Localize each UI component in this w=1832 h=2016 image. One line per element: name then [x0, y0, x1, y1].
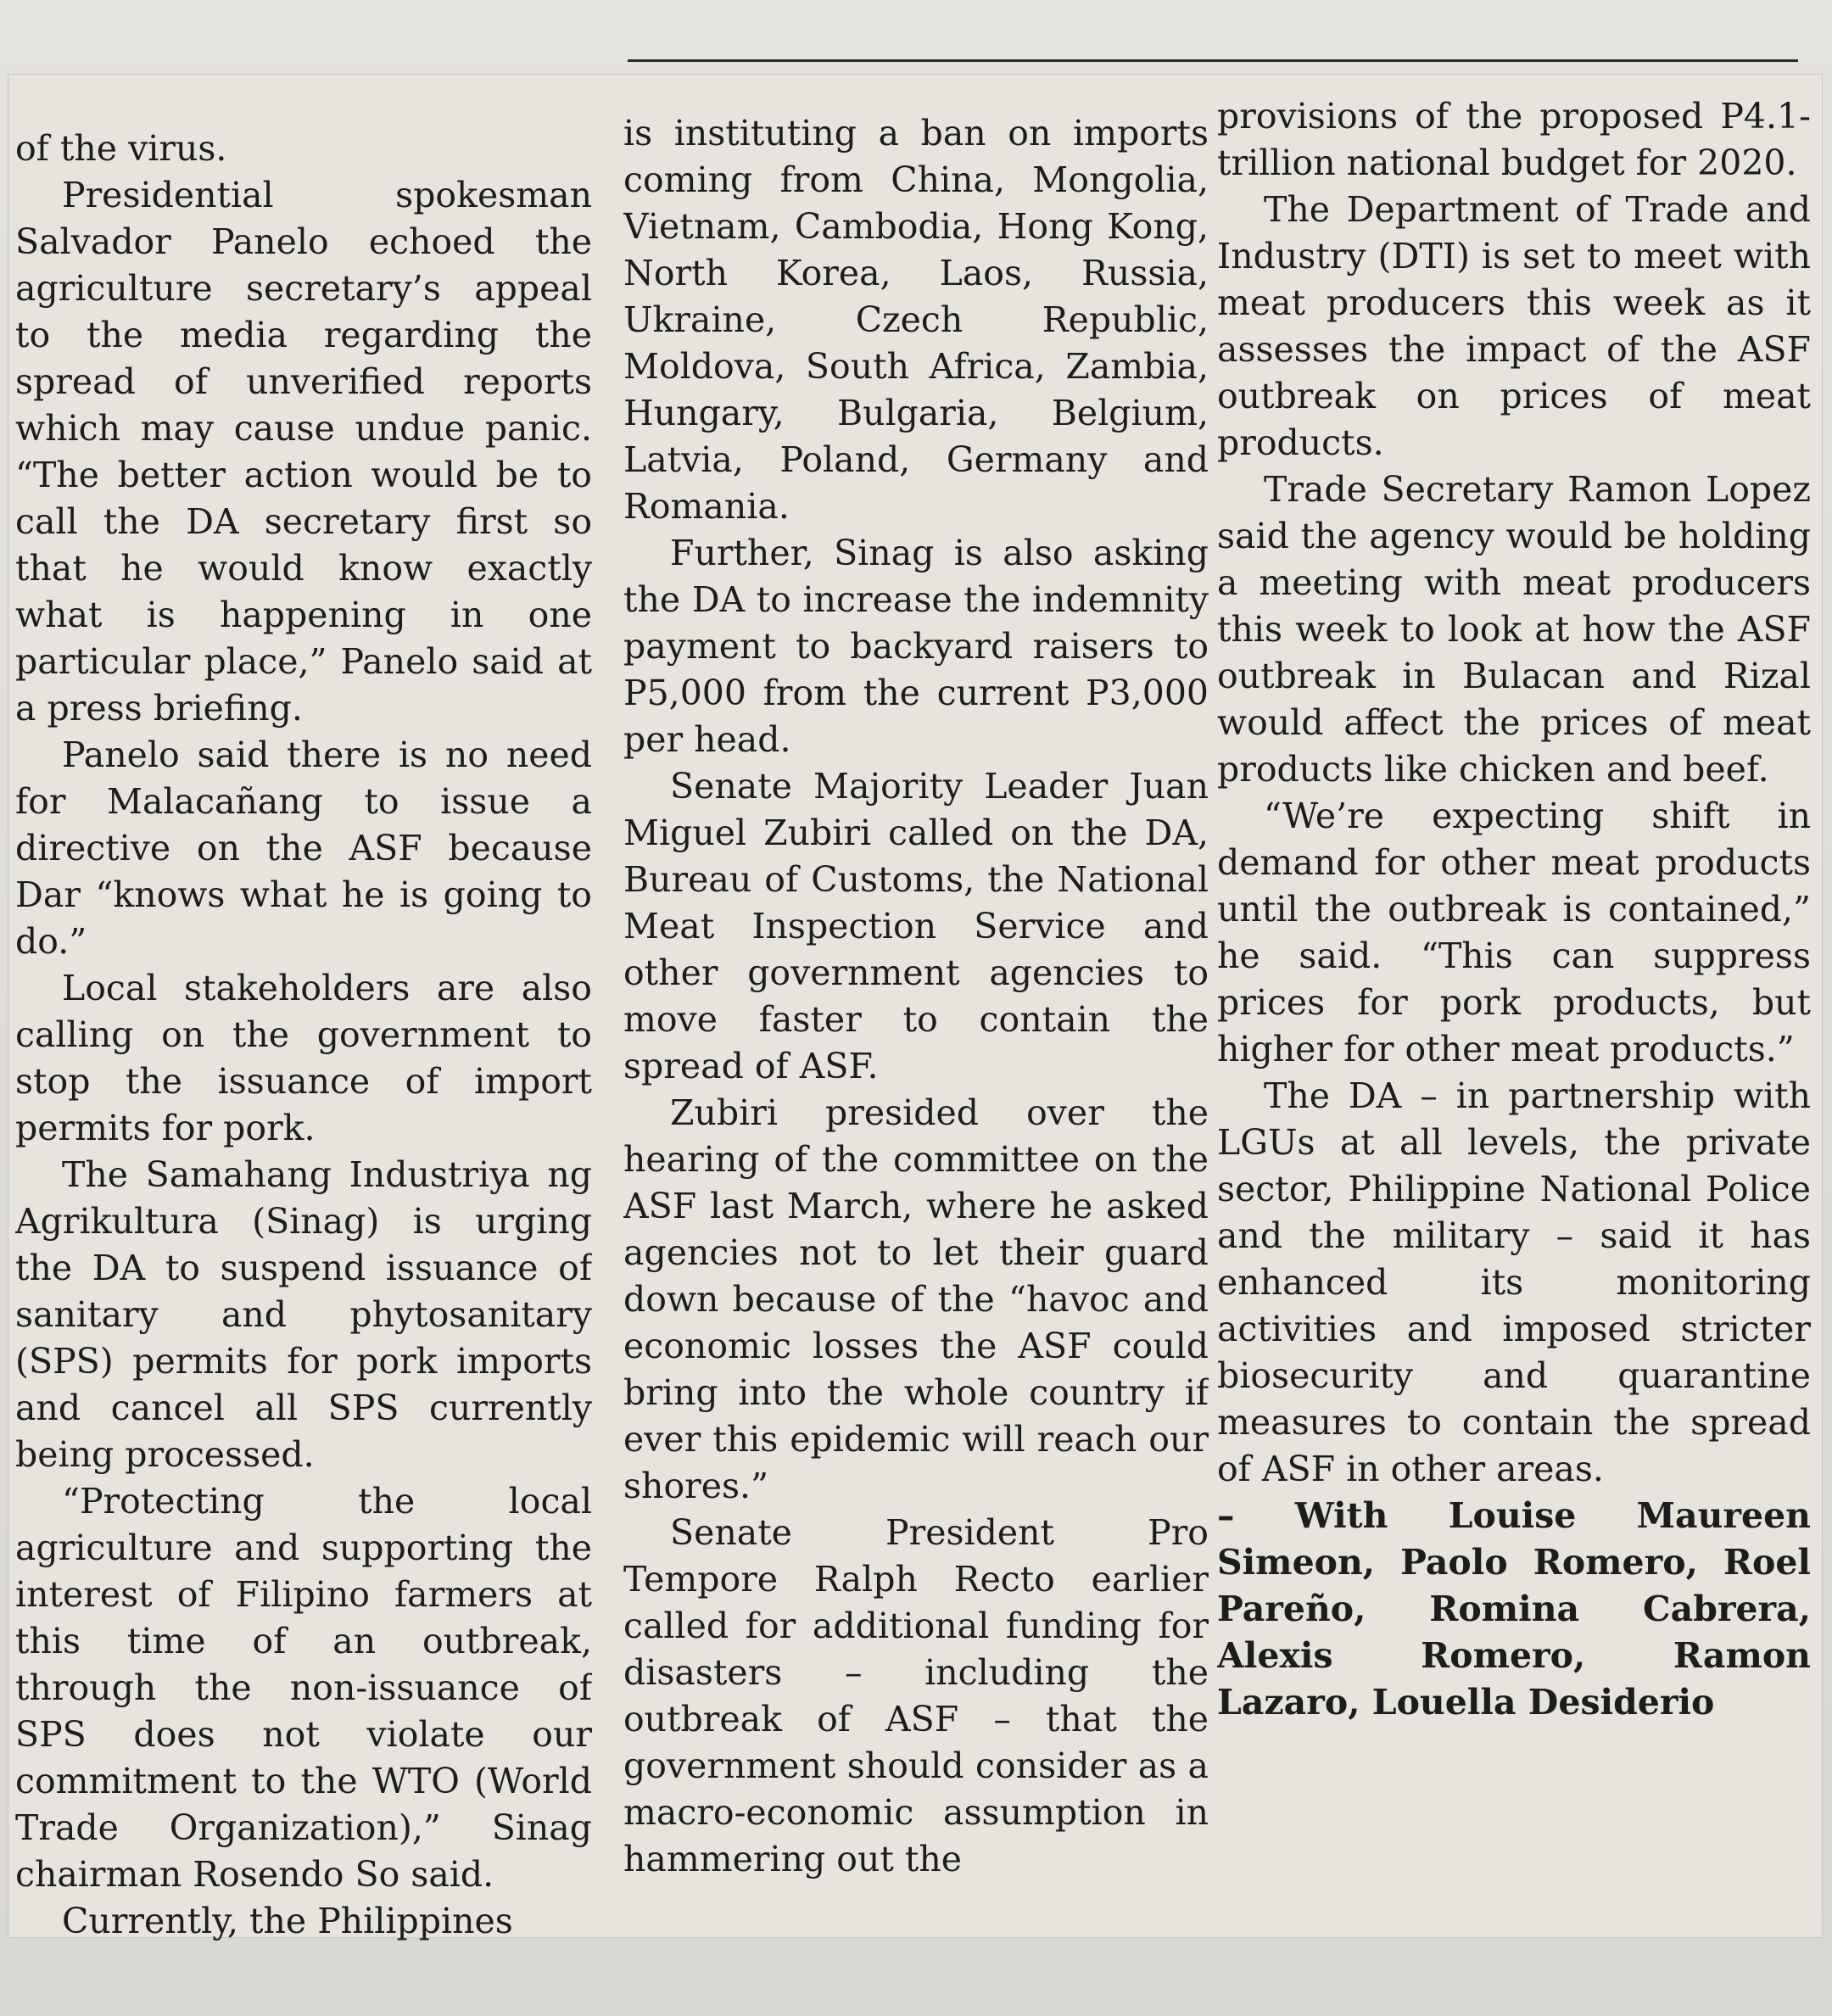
paragraph: Presidential spokesman Salvador Panelo echoed the agriculture secretary’s appeal to the media regarding the spread of unverified reports which may cause undue panic. “The better action would be to call the DA secretary first so that he would know exactly what is happening in one particular place,” Panelo said at a press briefing. — [15, 175, 592, 729]
paragraph: Local stakeholders are also calling on the government to stop the issuance of import permits for pork. — [15, 968, 592, 1148]
paragraph: provisions of the proposed P4.1-trillion national budget for 2020. — [1217, 96, 1811, 183]
paragraph: The DA – in partnership with LGUs at all levels, the private sector, Philippine National Police and the military – said it has enhanced its monitoring activities and imposed stricter biosecurity and quarantine measures to contain the spread of ASF in other areas. — [1217, 1075, 1811, 1489]
article-column-3 — [1217, 93, 1811, 1917]
paragraph: The Department of Trade and Industry (DTI) is set to meet with meat producers this week as it assesses the impact of the ASF outbreak on prices of meat products. — [1217, 189, 1811, 463]
paragraph: Zubiri presided over the hearing of the committee on the ASF last March, where he asked agencies not to let their guard down because of the “havoc and economic losses the ASF could bring into the whole country if ever this epidemic will reach our shores.” — [623, 1092, 1209, 1506]
paragraph: “Protecting the local agriculture and supporting the interest of Filipino farmers at this time of an outbreak, through the non-issuance of SPS does not violate our commitment to the WTO (World Trade Organization),” Sinag chairman Rosendo So said. — [15, 1481, 592, 1895]
article-column-2 — [623, 110, 1209, 1934]
article-column-1 — [15, 126, 592, 1949]
paragraph: Trade Secretary Ramon Lopez said the agency would be holding a meeting with meat producers this week to look at how the ASF outbreak in Bulacan and Rizal would affect the prices of meat products like chicken and beef. — [1217, 469, 1811, 790]
paragraph: Panelo said there is no need for Malacañang to issue a directive on the ASF because Dar “knows what he is going to do.” — [15, 734, 592, 962]
paragraph: of the virus. — [15, 128, 227, 169]
paragraph: is instituting a ban on imports coming from China, Mongolia, Vietnam, Cambodia, Hong Kong, North Korea, Laos, Russia, Ukraine, Czech Republic, Moldova, South Africa, Zambia, Hungary, Bulgaria, Belgium, Latvia, Poland, Germany and Romania. — [623, 113, 1209, 527]
paragraph: Senate President Pro Tempore Ralph Recto earlier called for additional funding for disasters – including the outbreak of ASF – that the government should consider as a macro-economic assumption in hammering out the — [623, 1512, 1209, 1879]
paragraph: Further, Sinag is also asking the DA to increase the indemnity payment to backyard raisers to P5,000 from the current P3,000 per head. — [623, 533, 1209, 760]
paragraph: Senate Majority Leader Juan Miguel Zubiri called on the DA, Bureau of Customs, the National Meat Inspection Service and other government agencies to move faster to contain the spread of ASF. — [623, 766, 1209, 1086]
paragraph: The Samahang Industriya ng Agrikultura (Sinag) is urging the DA to suspend issuance of sanitary and phytosanitary (SPS) permits for pork imports and cancel all SPS currently being processed. — [15, 1154, 592, 1475]
paragraph: Currently, the Philippines — [62, 1901, 513, 1941]
top-rule — [628, 59, 1798, 62]
byline: – With Louise Maureen Simeon, Paolo Romero, Roel Pareño, Romina Cabrera, Alexis Romero, Ramon Lazaro, Louella Desiderio — [1217, 1495, 1811, 1723]
paragraph: “We’re expecting shift in demand for other meat products until the outbreak is contained,” he said. “This can suppress prices for pork products, but higher for other meat products.” — [1217, 796, 1811, 1069]
